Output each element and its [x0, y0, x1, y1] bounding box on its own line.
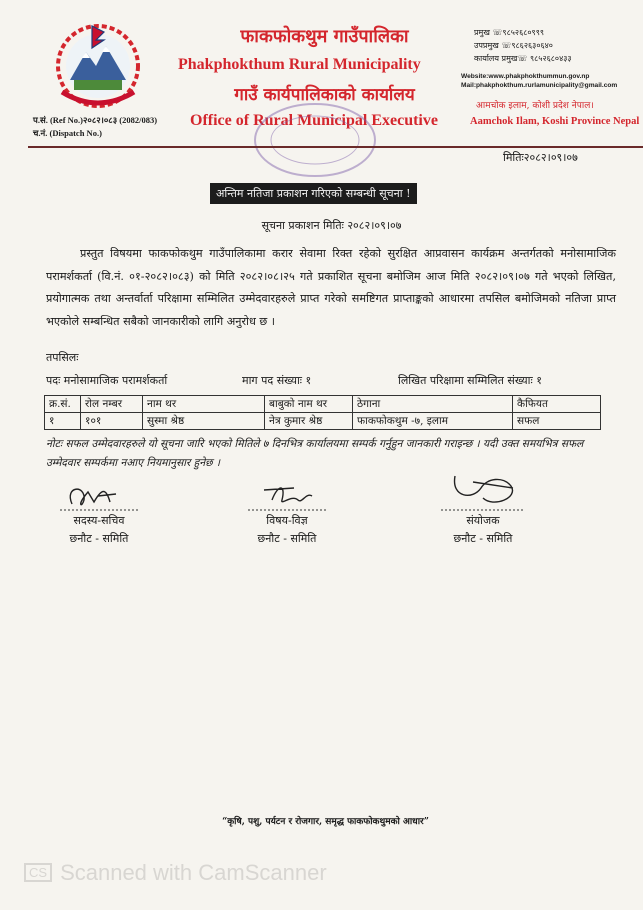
- demand-count: माग पद संख्याः १: [242, 374, 312, 387]
- notice-note: नोटः सफल उम्मेदवारहरुले यो सूचना जारि भएको मितिले ७ दिनभित्र कार्यालयमा सम्पर्क गर्नुहुन जानकारी गराइन्छ । यदी उक्त समयभित्र सफल उम्मेदवार सम्पर्कमा नआए नियमानुसार हुनेछ ।: [46, 438, 584, 469]
- camscanner-watermark: [24, 860, 327, 886]
- phone-chief: प्रमुख ☏९८५२६८०९९९: [474, 28, 545, 37]
- ref-number: प.सं. (Ref No.)२०८२।०८३ (2082/083): [33, 115, 158, 125]
- email-text: Mail:phakphokthum.rurlamunicipality@gmail.com: [461, 82, 618, 89]
- table-header-row: [45, 396, 601, 413]
- cell-sn: १: [45, 413, 81, 430]
- signature-coordinator: [428, 468, 538, 548]
- signature-subject-expert: [232, 480, 342, 548]
- cell-address: फाकफोकथुम -७, इलाम: [353, 413, 513, 430]
- col-header-roll: रोल नम्बर: [81, 396, 143, 413]
- reference-block: [33, 114, 157, 140]
- address-en: Aamchok Ilam, Koshi Province Nepal: [470, 116, 640, 127]
- signature-committee: छनौट - समिति: [257, 532, 317, 545]
- phone-office: कार्यालय प्रमुख☏ ९८५२६८०४३३: [474, 54, 572, 63]
- signature-mark-icon: [242, 480, 332, 512]
- signature-committee: छनौट - समिति: [69, 532, 129, 545]
- notice-subject: अन्तिम नतिजा प्रकाशन गरिएको सम्बन्धी सूचना !: [210, 183, 417, 204]
- cell-roll: १०१: [81, 413, 143, 430]
- signature-member-secretary: [44, 480, 154, 548]
- result-table: [44, 395, 601, 430]
- col-header-address: ठेगाना: [353, 396, 513, 413]
- col-header-sn: क्र.सं.: [45, 396, 81, 413]
- website-text: Website:www.phakphokthummun.gov.np: [461, 73, 590, 80]
- dispatch-number: च.नं. (Dispatch No.): [33, 128, 102, 138]
- signature-role: संयोजक: [466, 514, 500, 527]
- contact-phones: [474, 26, 572, 65]
- participants-count: लिखित परिक्षामा सम्मिलित संख्याः १: [398, 374, 542, 387]
- header-divider: [28, 146, 643, 148]
- col-header-father: बाबुको नाम थर: [265, 396, 353, 413]
- web-contacts: [461, 72, 617, 90]
- footer-motto: “कृषि, पशु, पर्यटन र रोजगार, समृद्ध फाकफोकथुमको आधार”: [222, 817, 429, 827]
- office-seal-icon: [250, 100, 380, 180]
- signature-mark-icon: [433, 468, 533, 512]
- notice-body: प्रस्तुत विषयमा फाकफोकथुम गाउँपालिकामा करार सेवामा रिक्त रहेको सुरक्षित आप्रवासन कार्यक्रम अन्तर्गतको मनोसामाजिक परामर्शकर्ता (वि.नं. ०१-२०८२।०८३) को मिति २०८२।०८।२५ गते प्रकाशित सूचना बमोजिम आज मिति २०८२।०९।०७ गते भएको लिखित, प्रयोगात्मक तथा अन्तर्वार्ता परिक्षामा सम्मिलित उम्मेदवारहरुले प्राप्त गरेको समष्टिगत प्राप्ताङ्कको आधारमा तपसिल बमोजिमको नतिजा प्राप्त भएकोले सम्बन्धित सबैको जानकारीको लागि अनुरोध छ ।: [46, 247, 616, 328]
- signature-committee: छनौट - समिति: [453, 532, 513, 545]
- office-title-np: गाउँ कार्यपालिकाको कार्यालय: [234, 85, 415, 105]
- signature-mark-icon: [54, 480, 144, 512]
- office-title-en: Office of Rural Municipal Executive: [190, 112, 438, 129]
- camscanner-logo-icon: CS: [24, 863, 52, 882]
- watermark-text: Scanned with CamScanner: [60, 860, 327, 885]
- address-np: आमचोक इलाम, कोशी प्रदेश नेपाल।: [476, 101, 594, 111]
- phone-deputy: उपप्रमुख ☏९८६२६३०६४०: [474, 41, 553, 50]
- publish-date: सूचना प्रकाशन मितिः २०८२।०९।०७: [261, 219, 402, 232]
- post-label: पदः मनोसामाजिक परामर्शकर्ता: [46, 374, 168, 387]
- cell-name: सुस्मा श्रेष्ठ: [143, 413, 265, 430]
- signature-role: विषय-विज्ञ: [266, 514, 308, 527]
- notice-date: मितिः२०८२।०९।०७: [503, 151, 578, 164]
- col-header-name: नाम थर: [143, 396, 265, 413]
- signature-role: सदस्य-सचिव: [73, 514, 125, 527]
- tapasil-label: तपसिलः: [46, 351, 79, 364]
- municipality-title-en: Phakphokthum Rural Municipality: [178, 56, 421, 73]
- municipality-title-np: फाकफोकथुम गाउँपालिका: [240, 26, 409, 47]
- table-row: [45, 413, 601, 430]
- cell-father: नेत्र कुमार श्रेष्ठ: [265, 413, 353, 430]
- cell-remarks: सफल: [513, 413, 601, 430]
- col-header-remarks: कैफियत: [513, 396, 601, 413]
